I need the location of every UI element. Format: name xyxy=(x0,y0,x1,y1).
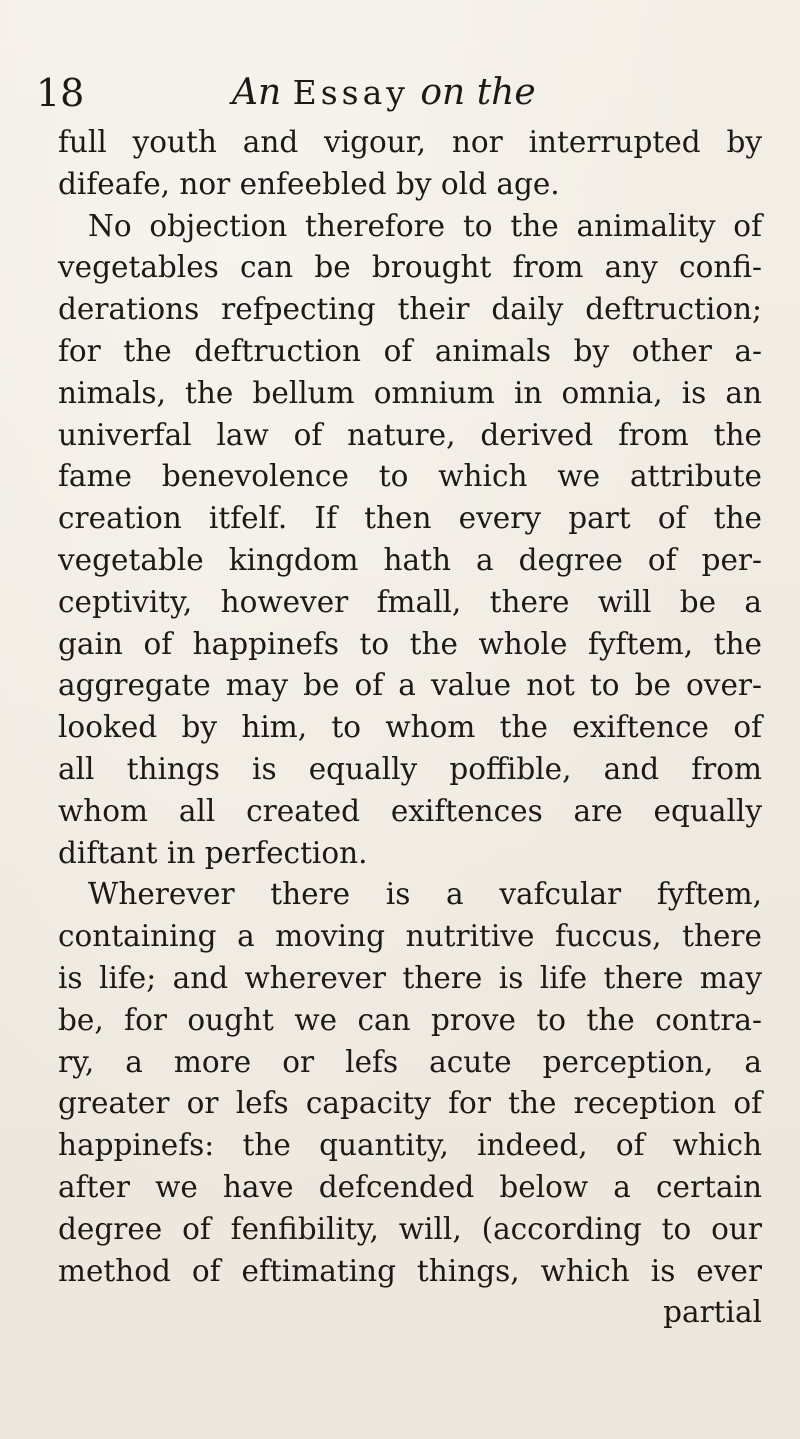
body-text xyxy=(58,122,762,1334)
text-line: happinefs: the quantity, indeed, of which xyxy=(58,1128,762,1163)
text-line: for the deftruction of animals by other a- xyxy=(58,333,762,368)
running-title-an: An xyxy=(232,72,282,113)
text-line: method of eftimating things, which is ever xyxy=(58,1253,762,1288)
text-line: derations refpecting their daily deftruction; xyxy=(58,292,762,327)
page-number: 18 xyxy=(36,71,85,115)
text-line: creation itfelf. If then every part of the xyxy=(58,501,762,536)
text-line: ry, a more or lefs acute perception, a xyxy=(58,1044,762,1079)
text-line: vegetable kingdom hath a degree of per- xyxy=(58,542,762,577)
text-line: after we have defcended below a certain xyxy=(58,1169,762,1204)
running-title xyxy=(232,66,536,120)
text-line: vegetables can be brought from any confi- xyxy=(58,250,762,285)
text-line: whom all created exiftences are equally xyxy=(58,793,762,828)
text-line: diftant in perfection. xyxy=(58,835,368,870)
paragraph-start-line: Wherever there is a vafcular fyftem, xyxy=(88,877,762,912)
text-line: greater or lefs capacity for the reception of xyxy=(58,1086,762,1121)
text-line: degree of fenfibility, will, (according to our xyxy=(58,1211,762,1246)
text-line: is life; and wherever there is life there may xyxy=(58,960,762,995)
text-line: be, for ought we can prove to the contra- xyxy=(58,1002,762,1037)
text-line: nimals, the bellum omnium in omnia, is an xyxy=(58,375,762,410)
text-line: aggregate may be of a value not to be over- xyxy=(58,668,762,703)
running-title-essay: Essay xyxy=(292,73,409,112)
paragraph-start-line: No objection therefore to the animality of xyxy=(88,208,762,243)
text-line: full youth and vigour, nor interrupted by xyxy=(58,125,762,159)
catchword: partial xyxy=(663,1295,762,1330)
text-line: containing a moving nutritive fuccus, there xyxy=(58,919,762,954)
text-line: univerfal law of nature, derived from the xyxy=(58,417,762,452)
text-line: ceptivity, however fmall, there will be a xyxy=(58,584,762,619)
text-line: looked by him, to whom the exiftence of xyxy=(58,710,762,745)
text-line: all things is equally poffible, and from xyxy=(58,751,762,786)
running-head xyxy=(36,66,764,120)
running-title-the: the xyxy=(476,72,536,113)
text-line: fame benevolence to which we attribute xyxy=(58,459,762,494)
running-title-on: on xyxy=(420,72,466,113)
text-line: difeafe, nor enfeebled by old age. xyxy=(58,166,560,201)
text-line: gain of happinefs to the whole fyftem, the xyxy=(58,626,762,661)
